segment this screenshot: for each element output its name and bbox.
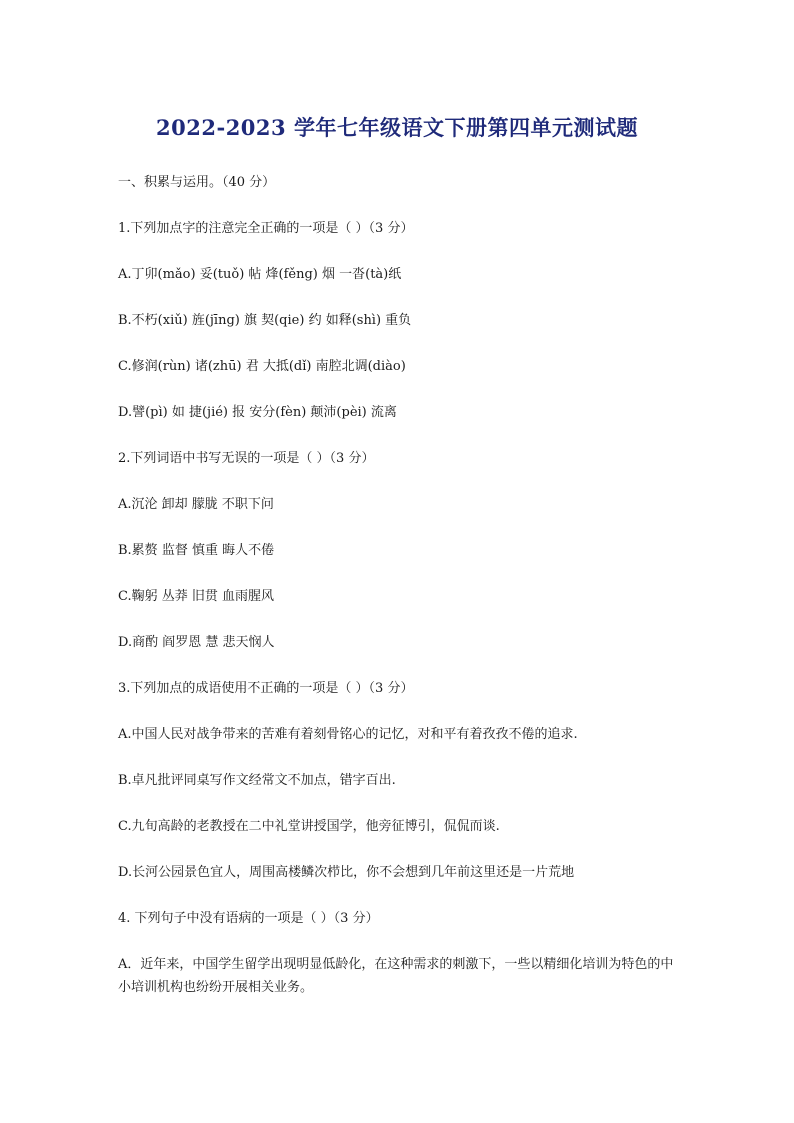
question-2: 2.下列词语中书写无误的一项是（ ）（3 分）: [118, 451, 375, 466]
question-1-option-d: D.譬(pì) 如 捷(jié) 报 安分(fèn) 颠沛(pèi) 流离: [118, 405, 397, 420]
question-3-option-b: B.卓凡批评同桌写作文经常文不加点，错字百出.: [118, 773, 396, 788]
question-3-option-d: D.长河公园景色宜人，周围高楼鳞次栉比，你不会想到几年前这里还是一片荒地: [118, 865, 575, 880]
question-2-option-c: C.鞠躬 丛莽 旧贯 血雨腥风: [118, 589, 275, 604]
question-4-option-a: A．近年来，中国学生留学出现明显低龄化，在这种需求的刺激下，一些以精细化培训为特色的中小培训机构也纷纷开展相关业务。: [118, 957, 674, 995]
question-1-option-c: C.修润(rùn) 诸(zhū) 君 大抵(dǐ) 南腔北调(diào): [118, 359, 406, 374]
question-3: 3.下列加点的成语使用不正确的一项是（ ）（3 分）: [118, 681, 414, 696]
question-2-option-b: B.累赘 监督 慎重 晦人不倦: [118, 543, 275, 558]
question-1: 1.下列加点字的注意完全正确的一项是（ ）（3 分）: [118, 221, 414, 236]
question-3-option-c: C.九旬高龄的老教授在二中礼堂讲授国学，他旁征博引，侃侃而谈.: [118, 819, 500, 834]
document-title: 2022-2023 学年七年级语文下册第四单元测试题: [156, 115, 638, 140]
question-3-option-a: A.中国人民对战争带来的苦难有着刻骨铭心的记忆，对和平有着孜孜不倦的追求.: [118, 727, 578, 742]
question-4: 4. 下列句子中没有语病的一项是（ ）（3 分）: [118, 911, 379, 926]
question-1-option-a: A.丁卯(mǎo) 妥(tuǒ) 帖 烽(fěng) 烟 一沓(tà)纸: [118, 267, 402, 282]
question-2-option-d: D.商酌 阎罗恩 慧 悲天悯人: [118, 635, 275, 650]
section-heading: 一、积累与运用。（40 分）: [118, 175, 276, 190]
question-2-option-a: A.沉沦 卸却 朦胧 不职下问: [118, 497, 274, 512]
question-1-option-b: B.不朽(xiǔ) 旌(jīng) 旗 契(qie) 约 如释(shì) 重负: [118, 313, 412, 328]
